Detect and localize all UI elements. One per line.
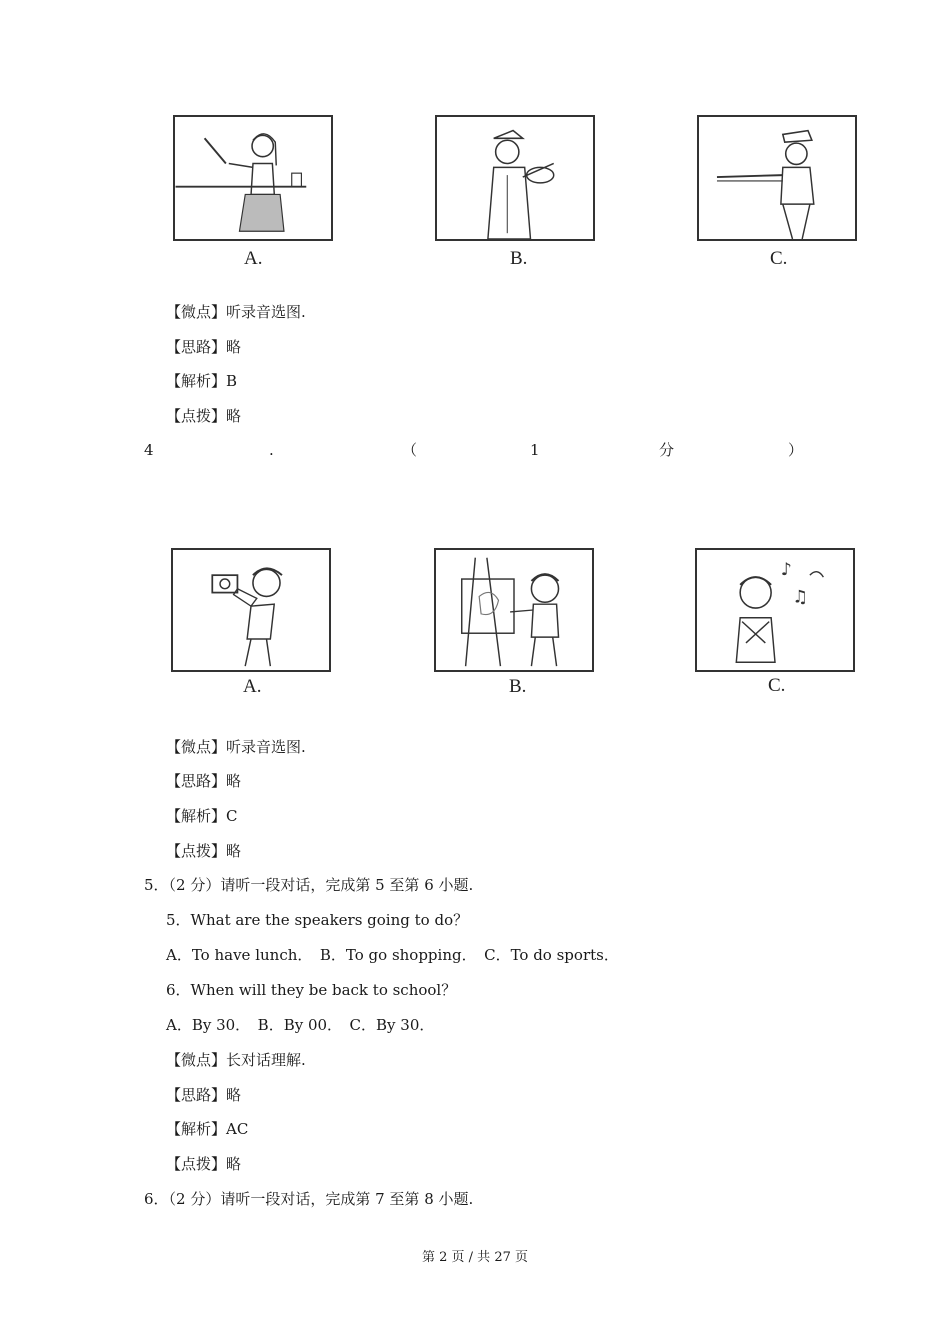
q4-score: 1 <box>530 441 540 459</box>
q4-dot: . <box>269 441 274 459</box>
q5-idea: 【思路】略 <box>166 1086 242 1104</box>
q3-analysis: 【解析】B <box>166 372 238 390</box>
q3-tip: 【点拨】略 <box>166 407 242 425</box>
q3-micro-point: 【微点】听录音选图. <box>166 303 306 321</box>
q5-sub1-options: A．To have lunch． B．To go shopping． C．To do sports． <box>166 946 619 964</box>
q4-option-b-label: B. <box>509 676 527 697</box>
q3-idea: 【思路】略 <box>166 338 242 356</box>
q3-picture-b-painter <box>435 115 595 241</box>
q3-option-c-label: C. <box>770 248 788 269</box>
q6-header: 6．（2 分）请听一段对话，完成第 7 至第 8 小题. <box>144 1190 474 1208</box>
q5-tip: 【点拨】略 <box>166 1155 242 1173</box>
q4-picture-c-singing-boy <box>695 548 855 672</box>
q4-micro-point: 【微点】听录音选图. <box>166 738 306 756</box>
svg-text:♫: ♫ <box>792 587 809 608</box>
q5-sub2-options: A．By 30． B．By 00． C．By 30． <box>166 1016 435 1034</box>
teacher-illustration <box>175 117 331 239</box>
q4-picture-b-painting-boy <box>434 548 594 672</box>
page-footer: 第 2 页 / 共 27 页 <box>422 1250 528 1265</box>
q3-option-a-label: A. <box>244 248 263 269</box>
q3-option-b-label: B. <box>510 248 528 269</box>
singing-boy-illustration <box>697 550 853 670</box>
svg-text:♪: ♪ <box>780 560 792 581</box>
camera-boy-illustration <box>173 550 329 670</box>
q4-unit: 分 <box>659 441 675 459</box>
q4-idea: 【思路】略 <box>166 772 242 790</box>
q5-sub1-question: 5．What are the speakers going to do？ <box>166 911 469 929</box>
q4-option-c-label: C. <box>768 675 786 696</box>
q5-micro-point: 【微点】长对话理解. <box>166 1051 306 1069</box>
q4-left-paren: （ <box>402 441 418 459</box>
q4-picture-a-photographer <box>171 548 331 672</box>
painter-illustration <box>437 117 593 239</box>
q4-option-a-label: A. <box>243 676 262 697</box>
q4-analysis: 【解析】C <box>166 807 238 825</box>
q4-tip: 【点拨】略 <box>166 842 242 860</box>
q4-right-paren: ） <box>788 441 804 459</box>
easel-boy-illustration <box>436 550 592 670</box>
q5-header: 5．（2 分）请听一段对话，完成第 5 至第 6 小题. <box>144 876 474 894</box>
police-officer-illustration <box>699 117 855 239</box>
q5-analysis: 【解析】AC <box>166 1120 249 1138</box>
q3-picture-a-teacher <box>173 115 333 241</box>
q3-picture-c-police-officer <box>697 115 857 241</box>
q4-number: 4 <box>144 441 154 459</box>
q5-sub2-question: 6．When will they be back to school？ <box>166 981 457 999</box>
q4-header <box>0 440 950 460</box>
